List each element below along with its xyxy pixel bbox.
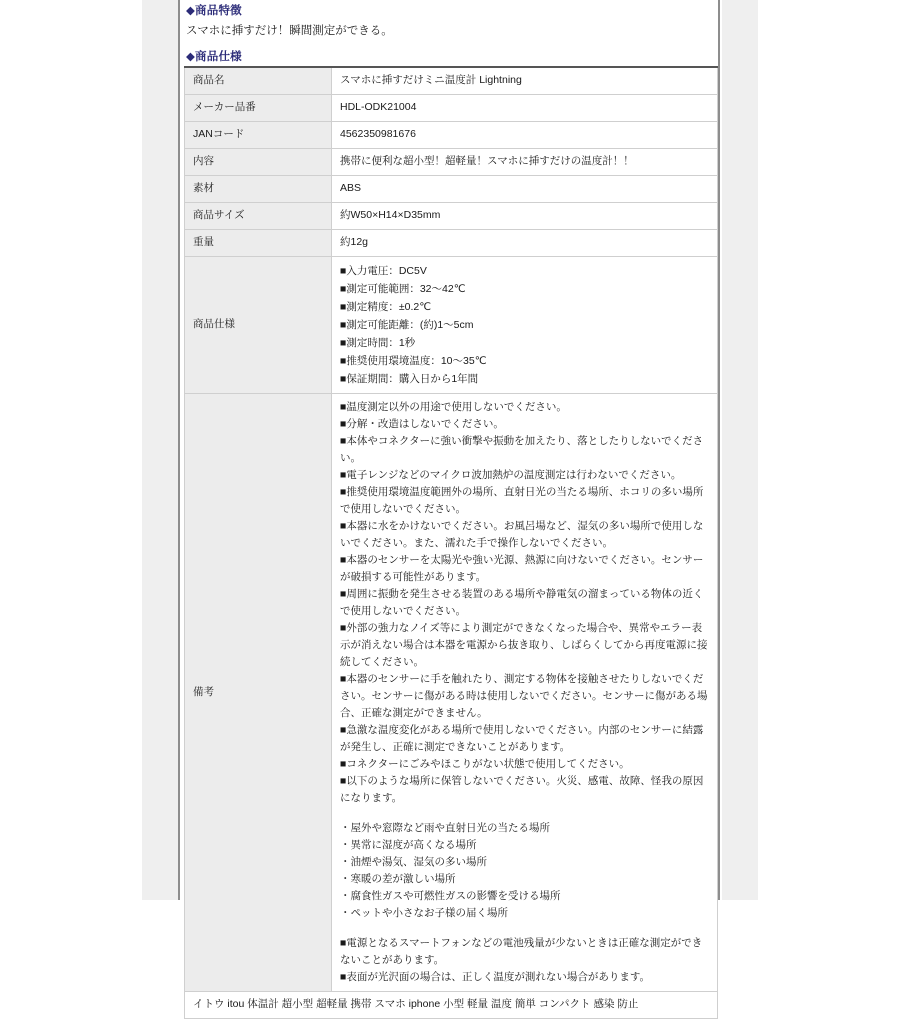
row-value [332, 256, 718, 393]
row-label: 商品仕様 [185, 256, 332, 393]
list-item: ■本器のセンサーに手を触れたり、測定する物体を接触させたりしないでください。センサーに傷がある時は使用しないでください。センサーに傷がある場合、正確な測定ができません。 [340, 673, 708, 719]
list-item: ■温度測定以外の用途で使用しないでください。 [340, 401, 567, 413]
list-item: ■周囲に振動を発生させる装置のある場所や静電気の溜まっている物体の近くで使用しないでください。 [340, 588, 704, 617]
list-item: ■測定可能範囲：32〜42℃ [340, 282, 466, 295]
row-value: HDL-ODK21004 [332, 94, 718, 121]
list-item: ■本体やコネクターに強い衝撃や振動を加えたり、落としたりしないでください。 [340, 435, 704, 464]
list-item: ■分解・改造はしないでください。 [340, 418, 504, 430]
row-value: 携帯に便利な超小型！超軽量！スマホに挿すだけの温度計！！ [332, 148, 718, 175]
table-row [185, 229, 718, 256]
list-item: ■推奨使用環境温度：10〜35℃ [340, 354, 487, 367]
list-item: ■測定可能距離：(約)1〜5cm [340, 318, 474, 331]
table-row [185, 94, 718, 121]
list-item: ■電源となるスマートフォンなどの電池残量が少ないときは正確な測定ができないことがあります。 [340, 937, 703, 966]
list-item: ■入力電圧：DC5V [340, 264, 427, 277]
list-item: ■本器のセンサーを太陽光や強い光源、熱源に向けないでください。センサーが破損する可能性があります。 [340, 554, 704, 583]
specs-heading: ◆商品仕様 [186, 51, 242, 63]
list-item: ■保証期間：購入日から1年間 [340, 372, 479, 385]
row-value: ABS [332, 175, 718, 202]
list-item: ■推奨使用環境温度範囲外の場所、直射日光の当たる場所、ホコリの多い場所で使用しないでください。 [340, 486, 704, 515]
list-item: ■以下のような場所に保管しないでください。火災、感電、故障、怪我の原因になります。 [340, 775, 704, 804]
list-item: ■測定時間：1秒 [340, 336, 416, 349]
row-value: 約12g [332, 229, 718, 256]
list-item: ■表面が光沢面の場合は、正しく温度が測れない場合があります。 [340, 971, 651, 983]
features-heading: ◆商品特徴 [186, 5, 242, 17]
table-row-keywords [185, 992, 718, 1019]
row-value: 4562350981676 [332, 121, 718, 148]
table-row-remarks [185, 394, 718, 992]
list-item: ■外部の強力なノイズ等により測定ができなくなった場合や、異常やエラー表示が消えない場合は本器を電源から抜き取り、しばらくしてから再度電源に接続してください。 [340, 622, 708, 668]
row-label: 商品サイズ [185, 202, 332, 229]
list-item: ■測定精度：±0.2℃ [340, 300, 431, 313]
row-label: 素材 [185, 175, 332, 202]
table-row [185, 121, 718, 148]
remarks-list [340, 399, 709, 986]
list-item: ・腐食性ガスや可燃性ガスの影響を受ける場所 [340, 890, 561, 902]
keywords-text: イトウ itou 体温計 超小型 超軽量 携帯 スマホ iphone 小型 軽量 温度 簡単 コンパクト 感染 防止 [185, 992, 718, 1019]
row-value: 約W50×H14×D35mm [332, 202, 718, 229]
row-value [332, 394, 718, 992]
table-row [185, 148, 718, 175]
specification-table [184, 66, 718, 1019]
list-item: ・屋外や窓際など雨や直射日光の当たる場所 [340, 822, 550, 834]
list-item: ■急激な温度変化がある場所で使用しないでください。内部のセンサーに結露が発生し、正確に測定できないことがあります。 [340, 724, 704, 753]
row-label: JANコード [185, 121, 332, 148]
table-body [185, 67, 718, 1018]
list-item: ■本器に水をかけないでください。お風呂場など、湿気の多い場所で使用しないでください。また、濡れた手で操作しないでください。 [340, 520, 704, 549]
row-label: 内容 [185, 148, 332, 175]
table-row [185, 67, 718, 94]
row-value: スマホに挿すだけミニ温度計 Lightning [332, 67, 718, 94]
left-rail [142, 0, 178, 900]
row-label: 備考 [185, 394, 332, 992]
features-description: スマホに挿すだけ！瞬間測定ができる。 [186, 25, 393, 37]
row-label: 商品名 [185, 67, 332, 94]
specification-list [340, 262, 709, 388]
row-label: メーカー品番 [185, 94, 332, 121]
list-item: ■電子レンジなどのマイクロ波加熱炉の温度測定は行わないでください。 [340, 469, 682, 481]
row-label: 重量 [185, 229, 332, 256]
table-row-specifications [185, 256, 718, 393]
list-item: ・異常に湿度が高くなる場所 [340, 839, 477, 851]
content-panel [178, 0, 720, 1010]
list-item: ■コネクターにごみやほこりがない状態で使用してください。 [340, 758, 630, 770]
list-item: ・寒暖の差が激しい場所 [340, 873, 456, 885]
list-item: ・油煙や湯気、湿気の多い場所 [340, 856, 487, 868]
table-row [185, 202, 718, 229]
list-item: ・ペットや小さなお子様の届く場所 [340, 907, 508, 919]
list-spacer [340, 807, 709, 820]
table-row [185, 175, 718, 202]
list-spacer [340, 922, 709, 935]
right-rail [722, 0, 758, 900]
